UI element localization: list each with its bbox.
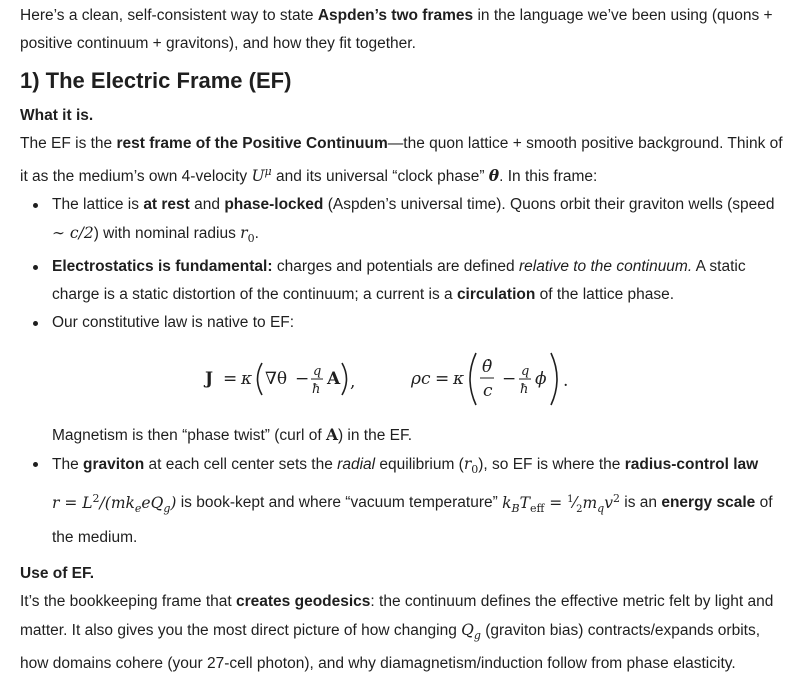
equation-svg xyxy=(199,341,639,415)
b4-text-2: at each cell center sets the xyxy=(144,456,338,474)
math-U-base: U xyxy=(251,167,265,186)
eq-hbar-1: ħ xyxy=(312,382,321,398)
list-item xyxy=(20,191,786,253)
eq-equals-1: = xyxy=(223,369,238,390)
use-text-2: : the continuum defines the effective metric felt by light and matter. It also gives you the most direct picture of how changing xyxy=(20,592,774,639)
bullet-dot xyxy=(33,203,38,208)
eq-rho-c: ρc xyxy=(411,369,431,390)
math-U-sup: μ xyxy=(264,165,272,178)
eq-kappa-2: κ xyxy=(453,369,465,390)
b3-after-2: ) in the EF. xyxy=(337,427,413,445)
b4-bold-2: radius-control law xyxy=(624,456,759,474)
constitutive-equation xyxy=(52,341,786,415)
what-text-3: and its universal “clock phase” xyxy=(271,168,489,186)
eq-comma: , xyxy=(350,372,356,393)
b4-italic-1: radial xyxy=(337,456,376,474)
b1-text-3: (Aspden’s universal time). Quons orbit their graviton wells (speed xyxy=(323,196,775,214)
eq-grad-theta: ∇θ xyxy=(265,369,288,390)
b3-after-1: Magnetism is then “phase twist” (curl of xyxy=(52,427,326,445)
eq-paren-right-1 xyxy=(342,363,347,395)
b2-text-1: charges and potentials are defined xyxy=(272,258,519,276)
b2-italic-1: relative to the continuum. xyxy=(518,258,693,276)
eq-hbar-2: ħ xyxy=(520,382,529,398)
what-bold-1: rest frame of the Positive Continuum xyxy=(116,135,388,152)
math-Qg xyxy=(461,620,481,642)
list-item xyxy=(20,309,786,450)
bullet-dot xyxy=(33,265,38,270)
b4-text-4: ), so EF is where the xyxy=(478,456,625,474)
math-Qg-sub: g xyxy=(473,628,481,642)
math-r0-2 xyxy=(463,455,479,477)
eq-c: c xyxy=(483,381,493,402)
use-text-3: (graviton bias) contracts/expands orbits, how domains cohere (your 27-cell photon), and why diamagnetism/induction follow from phase elasticity. xyxy=(20,621,761,672)
b2-bold-1: Electrostatics is fundamental: xyxy=(52,258,273,276)
math-r0-2-sub: 0 xyxy=(471,463,479,477)
math-r0-2-base: r xyxy=(463,455,472,474)
math-Qg-base: Q xyxy=(461,620,474,639)
math-r0-sub: 0 xyxy=(247,232,255,246)
b1-bold-2: phase-locked xyxy=(224,196,324,214)
math-r0 xyxy=(240,224,255,246)
b2-text-3: of the lattice phase. xyxy=(535,286,675,304)
use-of-ef-title: Use of EF. xyxy=(20,564,95,582)
math-theta: θ xyxy=(488,166,500,186)
eq-minus-2: − xyxy=(502,369,517,390)
intro-bold: Aspden’s two frames xyxy=(317,7,474,24)
eq-phi: ϕ xyxy=(535,369,547,390)
eq-theta-dot: θ̇ xyxy=(482,357,493,378)
b2-text-2: A static charge is a static distortion of the continuum; a current is a xyxy=(52,258,746,304)
bullet-dot xyxy=(33,462,38,467)
what-it-is-paragraph xyxy=(20,130,786,191)
eq-q-1: q xyxy=(313,364,322,380)
eq-period: . xyxy=(563,371,569,392)
b1-text-1: The lattice is xyxy=(52,196,144,214)
eq-q-2: q xyxy=(521,364,530,380)
magnetism-line xyxy=(52,421,786,450)
b4-text-1: The xyxy=(52,456,84,474)
use-bold-1: creates geodesics xyxy=(236,592,371,610)
bullet-list xyxy=(20,191,786,551)
eq-kappa-1: κ xyxy=(241,369,253,390)
eq-J: J xyxy=(205,369,214,390)
b1-text-2: and xyxy=(189,196,225,214)
list-item xyxy=(20,450,786,551)
math-U xyxy=(251,167,271,185)
what-it-is-title: What it is. xyxy=(20,107,94,124)
eq-equals-2: = xyxy=(435,369,450,390)
b4-text-3: equilibrium ( xyxy=(375,456,464,474)
intro-text: Here’s a clean, self-consistent way to state xyxy=(20,7,318,24)
eq-paren-left-2 xyxy=(470,353,476,405)
what-text-1: The EF is the xyxy=(20,135,117,152)
b4-bold-1: graviton xyxy=(83,456,145,474)
eq-paren-right-2 xyxy=(551,353,557,405)
intro-text-2: in the language we’ve been using (quons + positive continuum + gravitons), and how they fit together. xyxy=(20,7,773,52)
list-item xyxy=(20,253,786,309)
eq-paren-left-1 xyxy=(258,363,263,395)
math-temperature: $k_BT_{eff}$ = $^1⁄_2m_qv^2$ xyxy=(502,491,620,515)
b1-text-4: ) with nominal radius xyxy=(93,225,241,243)
b1-text-5: . xyxy=(254,225,259,243)
use-of-ef-paragraph xyxy=(20,588,786,678)
eq-minus-1: − xyxy=(295,369,310,390)
what-text-2: —the quon lattice + smooth positive background. Think of it as the medium’s own 4-velocity xyxy=(20,135,783,186)
math-A-bold: A xyxy=(325,425,338,445)
math-c-half: ∼ c/2 xyxy=(52,224,94,243)
math-r0-base: r xyxy=(240,224,248,243)
intro-paragraph xyxy=(20,2,786,58)
b4-text-7: of the medium. xyxy=(52,494,773,546)
what-text-4: . In this frame: xyxy=(499,168,598,186)
section-heading: 1) The Electric Frame (EF) xyxy=(20,68,292,93)
b4-bold-3: energy scale xyxy=(661,494,756,512)
eq-A: A xyxy=(327,369,341,390)
b2-bold-2: circulation xyxy=(456,286,536,304)
bullet-dot xyxy=(33,321,38,326)
b3-text-1: Our constitutive law is native to EF: xyxy=(52,314,295,332)
b4-text-5: is book-kept and where “vacuum temperature” xyxy=(180,494,503,512)
b4-text-6: is an xyxy=(619,494,662,512)
use-text-1: It’s the bookkeeping frame that xyxy=(20,592,236,610)
b1-bold-1: at rest xyxy=(143,196,190,214)
math-radius-law: $r = L^2/(mk_eeQ_g)$ xyxy=(52,491,177,515)
